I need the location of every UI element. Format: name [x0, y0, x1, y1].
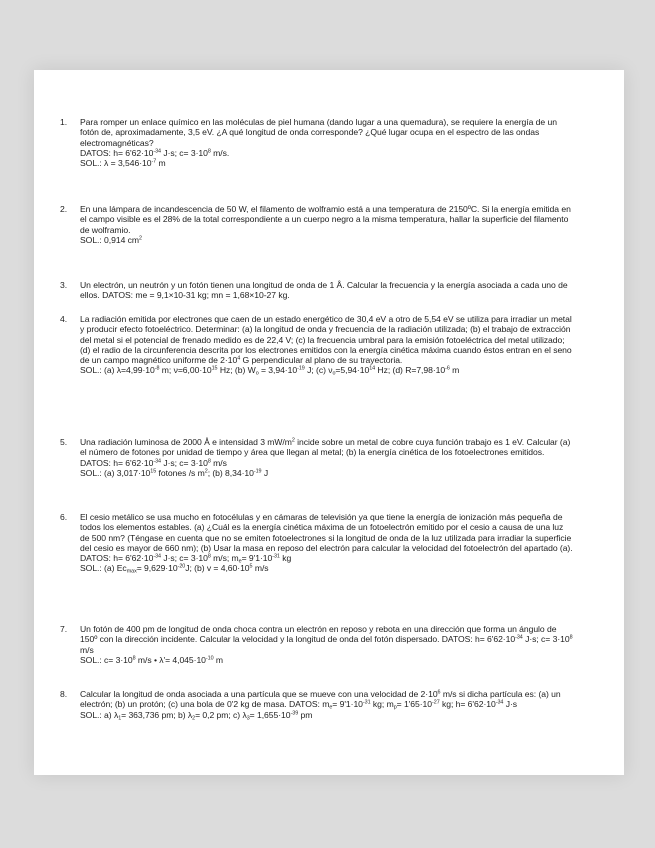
- problem-7: [60, 624, 575, 665]
- worksheet-page: [34, 70, 624, 775]
- problem-8: [60, 689, 575, 722]
- problem-6: [60, 512, 575, 575]
- problem-statement: Calcular la longitud de onda asociada a una partícula que se mueve con una velocidad de $2\cdot 10^6$ m/s si dicha partícula es: (a) un electrón; (b) un protón; (c) una bola de 0'2 kg de masa. DATOS: $m_e= 9'1\cdot 10^{-31}$ kg; $m_p= 1'65\cdot 10^{-27}$ kg; $h= 6'62\cdot 10^{-34}$ J·s: [80, 689, 561, 711]
- problem-solution: SOL.: (a) $3,017\cdot 10^{15}$ fotones /s $m^2$; (b) $8,34\cdot 10^{-19}$ J: [80, 467, 269, 478]
- problem-statement: Un electrón, un neutrón y un fotón tienen una longitud de onda de 1 Å. Calcular la frecuencia y la energía asociada a cada uno de ellos. DATOS: me = 9,1×10-31 kg; mn = 1,68×10-27 kg.: [80, 280, 568, 301]
- problem-3: [60, 280, 575, 301]
- problem-number: 2.: [60, 204, 68, 214]
- problem-4: [60, 314, 575, 377]
- problem-data: DATOS: $h= 6'62\cdot 10^{-34}$ J·s; $c= 3\cdot 10^8$ m/s.: [80, 147, 230, 158]
- problem-number: 7.: [60, 624, 68, 634]
- problem-5: [60, 437, 575, 478]
- problem-1: [60, 117, 575, 169]
- problem-number: 5.: [60, 437, 68, 447]
- problem-number: 8.: [60, 689, 68, 699]
- problem-solution: SOL.: (a) $Ec_{max}= 9,629\cdot 10^{-20}J$; (b) $v = 4,60\cdot 10^5$ m/s: [80, 563, 269, 575]
- problem-statement: El cesio metálico se usa mucho en fotocélulas y en cámaras de televisión ya que tiene la energía de ionización más pequeña de todos los elementos estables. (a) ¿Cuál es la energía cinética máxima de un fotoelectrón emitido por el cesio a causa de una luz de 500 nm? (Téngase en cuenta que no se emiten fotoelectrones si la longitud de onda de la luz utilizada para irradiar la superficie del cesio es mayor de 660 nm); (b) Usar la masa en reposo del electrón para calcular la velocidad del fotoelectrón del apartado (a). DATOS: $h= 6'62\cdot 10^{-34}$ J·s; $c= 3\cdot 10^8$ m/s; $m_e= 9'1\cdot 10^{-31}$ kg: [80, 512, 573, 565]
- problem-number: 4.: [60, 314, 68, 324]
- problem-statement: En una lámpara de incandescencia de 50 W, el filamento de wolframio está a una temperatura de 2150ºC. Si la energía emitida en el campo visible es el 28% de la total correspondiente a un cuerpo negro a la misma temperatura, hallar la superficie del filamento de wolframio.: [80, 204, 571, 235]
- problem-statement: Una radiación luminosa de 2000 Å e intensidad 3 $mW/m^2$ incide sobre un metal de cobre cuya función trabajo es 1 eV. Calcular (a) el número de fotones por unidad de tiempo y área que llegan al metal; (b) la energía cinética de los fotoelectrones emitidos. DATOS: $h= 6'62\cdot 10^{-34}$ J·s; $c= 3\cdot 10^8$ m/s: [80, 437, 571, 468]
- problem-solution: SOL.: 0,914 $cm^2$: [80, 234, 142, 245]
- problem-number: 3.: [60, 280, 68, 290]
- problem-solution: SOL.: $\lambda = 3,546\cdot 10^{-7}$ m: [80, 158, 166, 169]
- problem-number: 6.: [60, 512, 68, 522]
- problem-solution: SOL.: $c= 3\cdot 10^8$ m/s • $\lambda'= 4,045\cdot 10^{-10}$ m: [80, 654, 224, 665]
- problem-solution: SOL.: (a) $\lambda=4,99\cdot 10^{-8}$ m; $\nu=6,00\cdot 10^{15}$ Hz; (b) $W_o = 3,94\cdot 10^{-19}$ J; (c) $\nu_o=5,94\cdot 10^{14}$ Hz; (d) $R=7,98\cdot 10^{-6}$ m: [80, 365, 460, 377]
- problem-number: 1.: [60, 117, 68, 127]
- problem-2: [60, 204, 575, 245]
- problem-statement: La radiación emitida por electrones que caen de un estado energético de 30,4 eV a otro de 5,54 eV se utiliza para irradiar un metal y producir efecto fotoeléctrico. Determinar: (a) la longitud de onda y frecuencia de la radiación utilizada; (b) el trabajo de extracción del metal si el potencial de frenado medido es de 22,4 V; (c) la frecuencia umbral para la emisión fotoeléctrica del metal utilizado; (d) el radio de la circunferencia descrita por los electrones emitidos con la energía cinética máxima cuando éstos entran en el seno de un campo magnético uniforme de $2\cdot 10^4$ G perpendicular al plano de su trayectoria.: [80, 314, 572, 366]
- problem-statement: Un fotón de 400 pm de longitud de onda choca contra un electrón en reposo y rebota en una dirección que forma un ángulo de 150º con la dirección incidente. Calcular la velocidad y la longitud de onda del fotón dispersado. DATOS: $h= 6'62\cdot 10^{-34}$ J·s; $c= 3\cdot 10^8$ m/s: [80, 624, 573, 655]
- problem-solution: SOL.: a) $\lambda_1= 363,736$ pm; b) $\lambda_2= 0,2$ pm; c) $\lambda_3= 1,655\cdot 10^{-39}$ pm: [80, 709, 313, 722]
- problem-statement: Para romper un enlace químico en las moléculas de piel humana (dando lugar a una quemadura), se requiere la energía de un fotón de, aproximadamente, 3,5 eV. ¿A qué longitud de onda corresponde? ¿Qué lugar ocupa en el espectro de las ondas electromagnéticas?: [80, 117, 557, 148]
